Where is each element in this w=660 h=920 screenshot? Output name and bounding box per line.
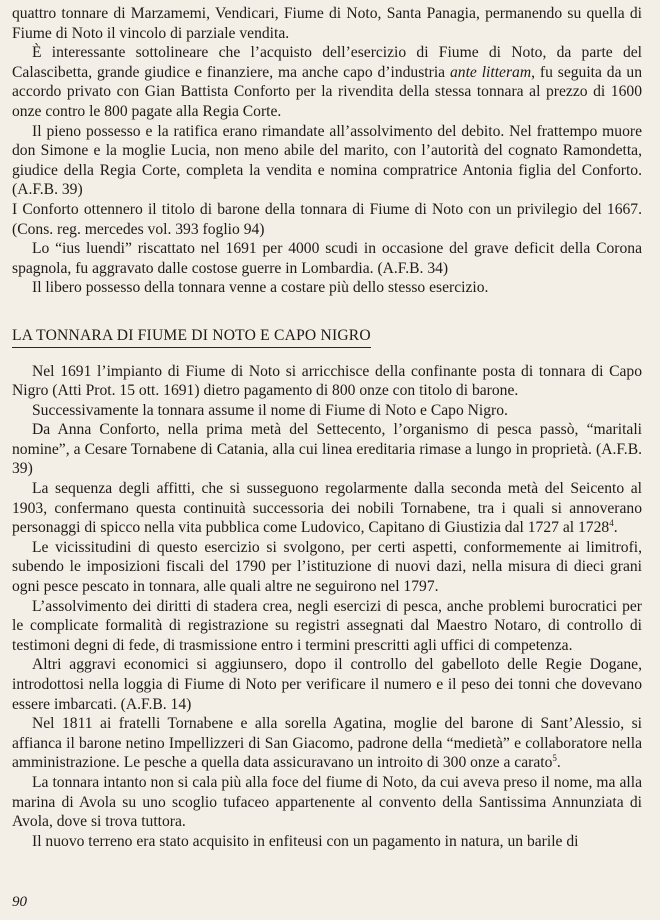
paragraph: Da Anna Conforto, nella prima metà del Settecento, l’organismo di pesca passò, “maritali nomine”, a Cesare Tornabene di Catania, alla cui linea ereditaria rimase a lungo in proprietà. (A.F.B. 39) [12,421,642,478]
page-number: 90 [12,894,27,910]
paragraph: I Conforto ottennero il titolo di barone della tonnara di Fiume di Noto con un privilegio del 1667. (Cons. reg. mercedes vol. 393 foglio 94) [12,200,642,238]
paragraph: Le vicissitudini di questo esercizio si svolgono, per certi aspetti, conformemente ai limitrofi, subendo le imposizioni fiscali del 1790 per l’istituzione di nuovi dazi, nella misura di dieci grani ogni pesce pescato in tonnara, alle quali altre ne seguirono nel 1797. [12,538,642,596]
latin-phrase: ante litteram [449,63,532,81]
paragraph: La tonnara intanto non si cala più alla foce del fiume di Noto, da cui aveva preso il nome, ma alla marina di Avola su uno scoglio tufaceo appartenente al convento della Santissima Annunziata di Avola, dove si trova tuttora. [12,773,642,831]
paragraph: Il pieno possesso e la ratifica erano rimandate all’assolvimento del debito. Nel frattempo muore don Simone e la moglie Lucia, non meno abile del marito, con l’autorità del cognato Ramondetta, giudice della Regia Corte, completa la vendita e nomina compratrice Antonia figlia del Conforto. (A.F.B. 39) [12,122,642,199]
paragraph: La sequenza degli affitti, che si susseguono regolarmente dalla seconda metà del Seicento al 1903, confermano questa continuità successoria dei nobili Tornabene, tra i quali si annoverano personaggi di spicco nella vita pubblica come Ludovico, Capitano di Giustizia dal 1727 al 1728$^4$. [12,480,642,537]
paragraph: Successivamente la tonnara assume il nome di Fiume di Noto e Capo Nigro. [32,401,508,419]
paragraph: Il nuovo terreno era stato acquisito in enfiteusi con un pagamento in natura, un barile di [32,832,579,850]
paragraph: Nel 1691 l’impianto di Fiume di Noto si arricchisce della confinante posta di tonnara di Capo Nigro (Atti Prot. 15 ott. 1691) dietro pagamento di 800 onze con titolo di barone. [12,362,642,400]
paragraph: Il libero possesso della tonnara venne a costare più dello stesso esercizio. [32,279,489,297]
footnote-ref: 5 [552,753,557,764]
paragraph: Nel 1811 ai fratelli Tornabene e alla sorella Agatina, moglie del barone di Sant’Alessio, si affianca il barone netino Impellizzeri di San Giacomo, padrone della “medietà” e collaboratore nella amministrazione. Le pesche a quella data assicuravano un introito di 300 onze a carato$^5$. [12,715,642,772]
footnote-ref: 4 [609,518,614,529]
section-heading: LA TONNARA DI FIUME DI NOTO E CAPO NIGRO [12,326,371,348]
paragraph: Lo “ius luendi” riscattato nel 1691 per 4000 scudi in occasione del grave deficit della Corona spagnola, fu aggravato dalle costose guerre in Lombardia. (A.F.B. 34) [12,240,642,277]
paragraph: È interessante sottolineare che l’acquisto dell’esercizio di Fiume di Noto, da parte del Calascibetta, grande giudice e finanziere, ma anche capo d’industria ante litteram, fu seguita da un accordo privato con Gian Battista Conforto per la rivendita della stessa tonnara al prezzo di 1600 onze contro le 800 pagate alla Regia Corte. [12,44,643,120]
body-text [12,4,642,851]
paragraph: Altri aggravi economici si aggiunsero, dopo il controllo del gabelloto delle Regie Dogane, introdottosi nella loggia di Fiume di Noto per verificare il numero e il peso dei tonni che dovevano essere imbarcati. (A.F.B. 14) [12,656,642,713]
paragraph: quattro tonnare di Marzamemi, Vendicari, Fiume di Noto, Santa Panagia, permanendo su quella di Fiume di Noto il vincolo di parziale vendita. [12,5,642,42]
paragraph: L’assolvimento dei diritti di stadera crea, negli esercizi di pesca, anche problemi burocratici per le complicate formalità di registrazione su registri assegnati dal Maestro Notaro, di controllo di testimoni degni di fede, di trasmissione entro i termini prescritti agli uffici di competenza. [12,597,642,654]
